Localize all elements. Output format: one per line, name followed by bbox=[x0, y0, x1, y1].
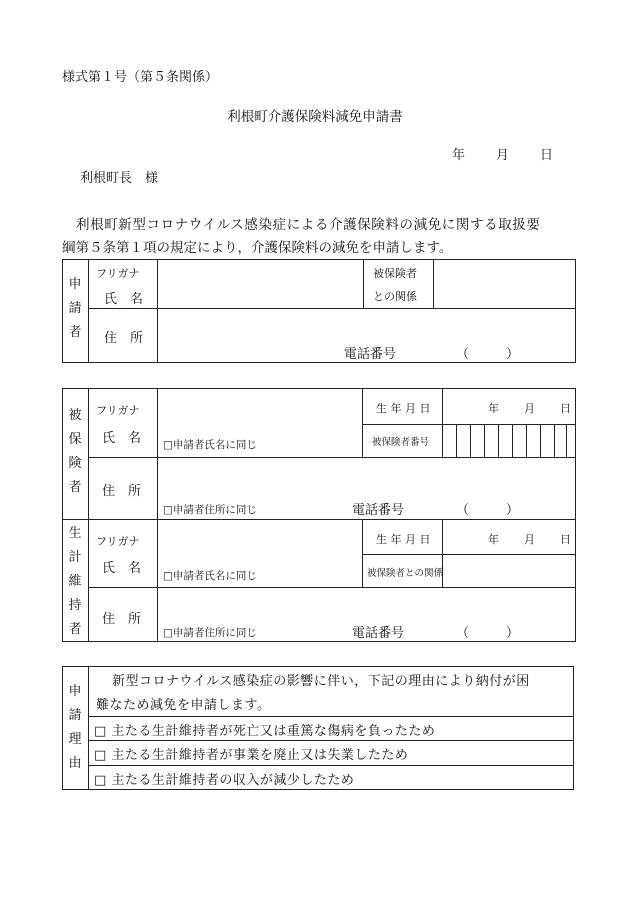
intro-line-1: 利根町新型コロナウイルス感染症による介護保険料の減免に関する取扱要 bbox=[76, 217, 541, 233]
applicant-relation-label-2: との関係 bbox=[373, 290, 417, 303]
intro-line-2: 綱第５条第１項の規定により，介護保険料の減免を申請します。 bbox=[62, 240, 453, 256]
date-day-label: 日 bbox=[540, 148, 554, 163]
insured-same-address-checkbox[interactable]: □申請者住所に同じ bbox=[163, 504, 257, 516]
supporter-section-label: 生 計 維 持 者 bbox=[68, 526, 82, 637]
insured-name-label: 氏 名 bbox=[102, 431, 142, 446]
addressee: 利根町長 様 bbox=[80, 171, 159, 186]
reason-option-3-checkbox[interactable]: □ 主たる生計維持者の収入が減少したため bbox=[94, 773, 355, 788]
insured-phone-close-paren: ） bbox=[506, 503, 520, 518]
applicant-name-label: 氏 名 bbox=[104, 292, 144, 307]
supporter-birth-year-label: 年 bbox=[488, 533, 499, 546]
supporter-name-label: 氏 名 bbox=[102, 561, 142, 576]
supporter-same-name-checkbox[interactable]: □申請者氏名に同じ bbox=[163, 570, 257, 582]
insured-phone-label: 電話番号 bbox=[352, 503, 405, 518]
insured-section-label: 被 保 険 者 bbox=[68, 408, 82, 495]
applicant-address-label: 住 所 bbox=[104, 331, 144, 346]
insured-same-name-checkbox[interactable]: □申請者氏名に同じ bbox=[163, 439, 257, 451]
supporter-address-label: 住 所 bbox=[102, 612, 142, 627]
insured-birthdate-label: 生 年 月 日 bbox=[376, 402, 431, 415]
applicant-relation-field[interactable] bbox=[434, 260, 575, 308]
insured-birth-month-label: 月 bbox=[524, 402, 535, 415]
insured-birth-day-label: 日 bbox=[560, 402, 571, 415]
insured-number-label: 被保険者番号 bbox=[372, 437, 430, 448]
applicant-furigana-label: フリガナ bbox=[96, 267, 140, 280]
reason-intro-line-2: 難なため減免を申請します。 bbox=[96, 698, 271, 713]
insured-birth-year-label: 年 bbox=[488, 402, 499, 415]
insured-number-field[interactable] bbox=[443, 425, 575, 457]
form-number: 様式第１号（第５条関係） bbox=[62, 70, 219, 85]
page-title: 利根町介護保険料減免申請書 bbox=[227, 109, 403, 125]
insured-furigana-label: フリガナ bbox=[96, 404, 140, 417]
supporter-relation-field[interactable] bbox=[443, 555, 575, 587]
supporter-furigana-label: フリガナ bbox=[96, 535, 140, 548]
applicant-name-field[interactable] bbox=[158, 260, 362, 308]
applicant-relation-label-1: 被保険者 bbox=[373, 267, 417, 280]
supporter-phone-close-paren: ） bbox=[506, 626, 520, 641]
supporter-birth-month-label: 月 bbox=[524, 533, 535, 546]
insured-address-label: 住 所 bbox=[102, 484, 142, 499]
intro-paragraph bbox=[62, 214, 582, 260]
supporter-birth-day-label: 日 bbox=[560, 533, 571, 546]
reason-intro-line-1: 新型コロナウイルス感染症の影響に伴い，下記の理由により納付が困 bbox=[112, 674, 530, 689]
applicant-phone-label: 電話番号 bbox=[344, 347, 397, 362]
supporter-phone-label: 電話番号 bbox=[352, 626, 405, 641]
applicant-phone-close-paren: ） bbox=[506, 347, 520, 362]
supporter-relation-label: 被保険者との関係 bbox=[367, 568, 444, 579]
date-year-label: 年 bbox=[452, 148, 466, 163]
insured-phone-open-paren: （ bbox=[456, 503, 470, 518]
reason-section-label: 申 請 理 由 bbox=[68, 684, 82, 771]
reason-option-2-checkbox[interactable]: □ 主たる生計維持者が事業を廃止又は失業したため bbox=[94, 748, 409, 763]
applicant-section-label: 申 請 者 bbox=[68, 277, 82, 340]
applicant-phone-open-paren: （ bbox=[456, 347, 470, 362]
supporter-phone-open-paren: （ bbox=[456, 626, 470, 641]
supporter-same-address-checkbox[interactable]: □申請者住所に同じ bbox=[163, 627, 257, 639]
supporter-birthdate-label: 生 年 月 日 bbox=[376, 533, 431, 546]
date-month-label: 月 bbox=[496, 148, 510, 163]
reason-option-1-checkbox[interactable]: □ 主たる生計維持者が死亡又は重篤な傷病を負ったため bbox=[94, 724, 436, 739]
